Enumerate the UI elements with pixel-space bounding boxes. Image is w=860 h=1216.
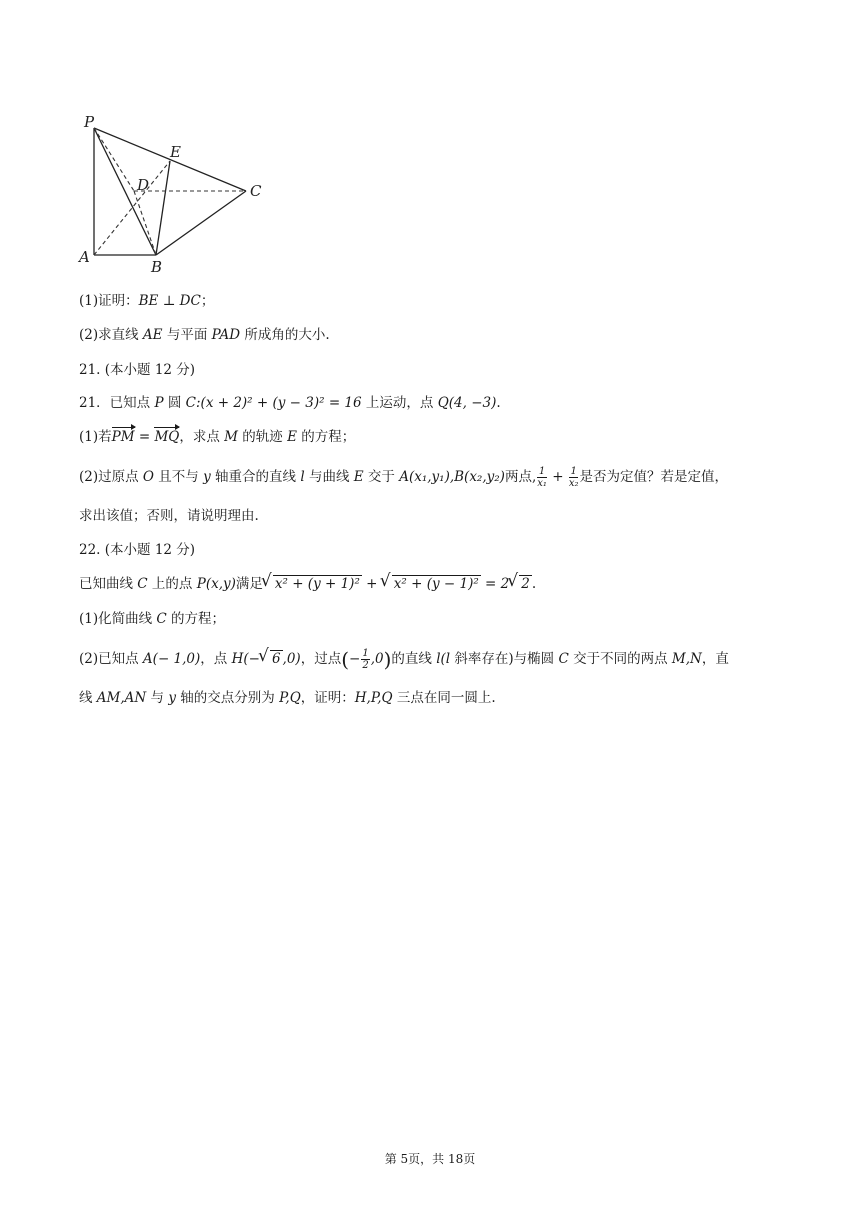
math: Q(4, −3) xyxy=(437,395,497,411)
math: − xyxy=(349,651,361,667)
label-D: D xyxy=(137,176,150,194)
text: 已知曲线 xyxy=(79,576,138,592)
sqrt xyxy=(382,575,481,593)
math: C xyxy=(156,611,167,627)
sqrt xyxy=(509,575,532,593)
q20-part2 xyxy=(79,326,330,344)
math: P(x,y) xyxy=(196,576,236,592)
text: ，求点 xyxy=(179,429,225,445)
math: O xyxy=(142,469,154,485)
q22-part1 xyxy=(79,610,225,628)
text: 与 xyxy=(146,690,169,706)
text: 交于不同的两点 xyxy=(568,651,672,667)
q22-part2 xyxy=(79,648,729,671)
math: C:(x + 2)² + (y − 3)² = 16 xyxy=(185,395,362,411)
radicand: 6 xyxy=(271,651,281,667)
text: ，点 xyxy=(200,651,232,667)
math: H xyxy=(231,651,244,667)
math: P,Q xyxy=(279,690,301,706)
text: 交于 xyxy=(363,469,400,485)
text: (2)已知点 xyxy=(79,651,143,667)
text: 是否为定值？若是定值， xyxy=(579,469,728,485)
text: 三点在同一圆上. xyxy=(392,690,496,706)
math: PAD xyxy=(211,327,241,343)
math: ,0 xyxy=(370,651,384,667)
text: + xyxy=(547,469,568,485)
math: (− xyxy=(243,651,260,667)
text: 轴的交点分别为 xyxy=(175,690,280,706)
text: + xyxy=(361,576,382,592)
denominator: x₂ xyxy=(568,478,579,489)
text: 线 xyxy=(79,690,97,706)
math: H,P,Q xyxy=(354,690,393,706)
q21-part2 xyxy=(79,466,728,489)
numerator: 1 xyxy=(570,466,577,477)
q22-header: 22. (本小题 12 分) xyxy=(79,542,196,558)
text: (1)证明： xyxy=(79,293,139,309)
radicand: x² + (y − 1)² xyxy=(393,576,479,592)
math: E xyxy=(353,469,364,485)
math: BE ⊥ DC xyxy=(138,293,201,309)
text: . xyxy=(496,395,501,411)
text: 的方程； xyxy=(166,611,226,627)
text: ，直 xyxy=(701,651,729,667)
paren-open: ( xyxy=(341,647,350,672)
math: C xyxy=(558,651,569,667)
math: M,N xyxy=(671,651,702,667)
numerator: 1 xyxy=(538,466,546,477)
q21-part2-line2: 求出该值；否则，请说明理由. xyxy=(79,508,259,524)
math: l xyxy=(300,469,305,485)
text: 的直线 xyxy=(391,651,437,667)
q22-stem xyxy=(79,575,536,593)
math: E xyxy=(287,429,297,445)
fraction xyxy=(569,466,579,489)
text: = xyxy=(134,429,155,445)
math: l(l xyxy=(436,651,451,667)
label-E: E xyxy=(170,143,181,161)
denominator: 2 xyxy=(362,660,369,671)
math: ,0) xyxy=(282,651,301,667)
text: 与平面 xyxy=(162,327,212,343)
label-P: P xyxy=(84,113,95,131)
math: AE xyxy=(142,327,163,343)
text: (1)若 xyxy=(79,429,112,445)
text: ，过点 xyxy=(300,651,342,667)
sqrt xyxy=(263,575,362,593)
text: 21．已知点 xyxy=(79,395,155,411)
text: 所成角的大小. xyxy=(240,327,330,343)
vector-mq: MQ xyxy=(154,429,180,445)
math: = 2 xyxy=(480,576,510,592)
text: 满足 xyxy=(235,576,263,592)
text: 上运动，点 xyxy=(361,395,438,411)
math: M xyxy=(224,429,238,445)
numerator: 1 xyxy=(362,648,369,659)
text: 与曲线 xyxy=(304,469,354,485)
text: 斜率存在)与椭圆 xyxy=(450,651,559,667)
math: A(− 1,0) xyxy=(142,651,201,667)
text: 的轨迹 xyxy=(237,429,288,445)
radicand: x² + (y + 1)² xyxy=(274,576,360,592)
math: y xyxy=(168,690,176,706)
text: (1)化简曲线 xyxy=(79,611,157,627)
text: (2)求直线 xyxy=(79,327,143,343)
fraction xyxy=(361,648,369,671)
text: . xyxy=(531,576,537,592)
vector-pm: PM xyxy=(111,429,135,445)
text: ，证明： xyxy=(300,690,355,706)
pyramid-figure xyxy=(74,112,274,280)
math: P xyxy=(154,395,164,411)
text: ； xyxy=(200,293,215,309)
q21-part1 xyxy=(79,428,355,446)
math: y xyxy=(203,469,211,485)
q20-part1 xyxy=(79,292,214,310)
math: A(x₁,y₁),B(x₂,y₂) xyxy=(399,469,505,485)
sqrt xyxy=(260,650,283,668)
denominator: x₁ xyxy=(537,478,547,489)
q21-header: 21. (本小题 12 分) xyxy=(79,362,196,378)
text: 上的点 xyxy=(147,576,197,592)
page-footer: 第 5页，共 18页 xyxy=(384,1152,476,1166)
text: (2)过原点 xyxy=(79,469,143,485)
text: 的方程； xyxy=(296,429,356,445)
text: 且不与 xyxy=(154,469,204,485)
math: C xyxy=(137,576,148,592)
text: 轴重合的直线 xyxy=(210,469,301,485)
radicand: 2 xyxy=(521,576,530,592)
paren-close: ) xyxy=(383,647,392,672)
text: 圆 xyxy=(163,395,186,411)
q22-part2-line2 xyxy=(79,689,496,707)
q21-stem xyxy=(79,394,501,412)
fraction xyxy=(537,466,547,489)
text: 两点, xyxy=(504,469,537,485)
label-B: B xyxy=(151,258,163,276)
label-C: C xyxy=(250,182,262,200)
label-A: A xyxy=(79,248,90,266)
math: AM,AN xyxy=(96,690,147,706)
